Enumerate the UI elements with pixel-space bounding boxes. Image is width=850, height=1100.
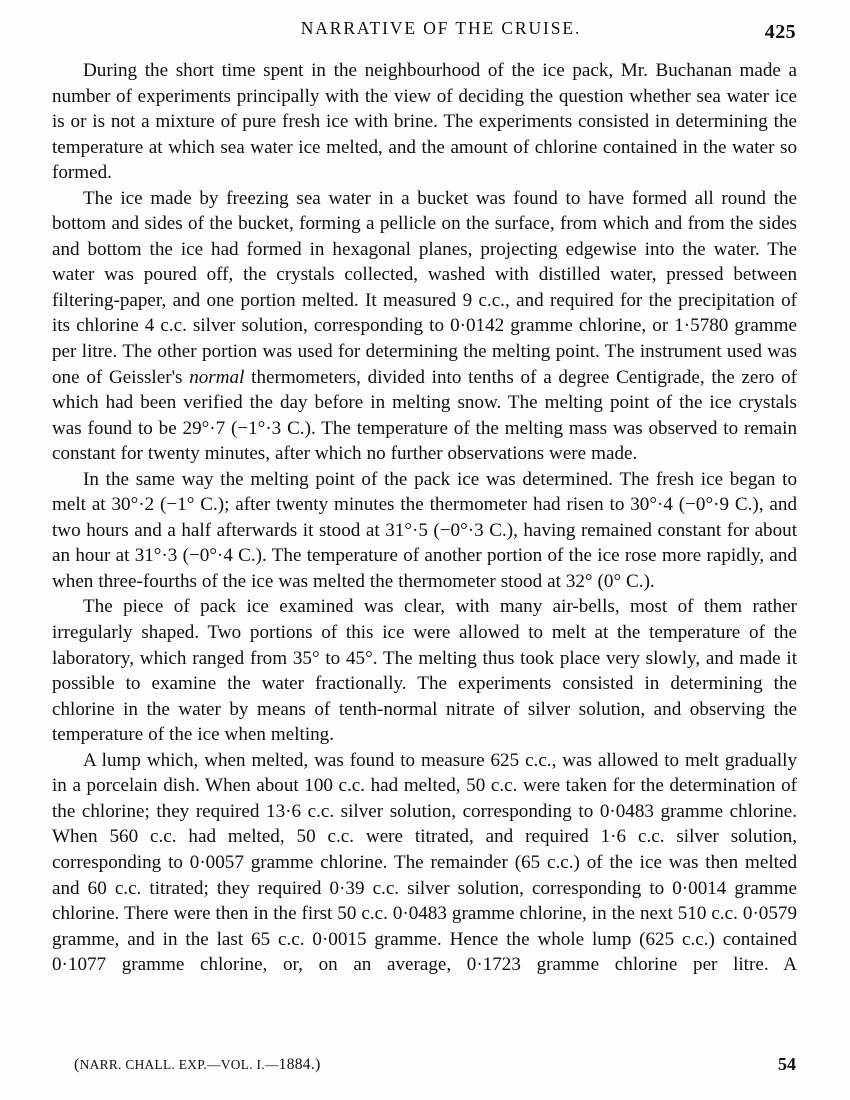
paragraph-2 [52, 186, 797, 467]
signature-mark: 54 [778, 1054, 796, 1074]
text-block [52, 58, 797, 978]
paragraph-5-text: A lump which, when melted, was found to measure 625 c.c., was allowed to melt gradually in a porcelain dish. When about 100 c.c. had melted, 50 c.c. were taken for the determination of the chlorine; they required 13·6 c.c. silver solution, corresponding to 0·0483 gramme chlorine. When 560 c.c. had melted, 50 c.c. were titrated, and required 1·6 c.c. silver solution, corresponding to 0·0057 gramme chlorine. The remainder (65 c.c.) of the ice was then melted and 60 c.c. titrated; they required 0·39 c.c. silver solution, corresponding to 0·0014 gramme chlorine. There were then in the first 50 c.c. 0·0483 gramme chlorine, in the next 510 c.c. 0·0579 gramme, and in the last 65 c.c. 0·0015 gramme. Hence the whole lump (625 c.c.) contained 0·1077 gramme chlorine, or, on an average, 0·1723 gramme chlorine per litre. A [52, 749, 797, 976]
paragraph-4 [52, 594, 797, 747]
imprint-line [74, 1056, 321, 1074]
page-footer [74, 1056, 796, 1080]
imprint-open-paren: ( [74, 1056, 80, 1073]
paragraph-3-text: In the same way the melting point of the pack ice was determined. The fresh ice began to melt at 30°·2 (−1° C.); after twenty minutes the thermometer had risen to 30°·4 (−0°·9 C.), and two hours and a half afterwards it stood at 31°·5 (−0°·3 C.), having remained constant for about an hour at 31°·3 (−0°·4 C.). The temperature of another portion of the ice rose more rapidly, and when three-fourths of the ice was melted the thermometer stood at 32° (0° C.). [52, 468, 797, 592]
emphasis-normal: normal [189, 366, 245, 388]
paragraph-4-text: The piece of pack ice examined was clear, with many air-bells, most of them rather irregularly shaped. Two portions of this ice were allowed to melt at the temperature of the laboratory, which ranged from 35° to 45°. The melting thus took place very slowly, and made it possible to examine the water fractionally. The experiments consisted in determining the chlorine in the water by means of tenth-normal nitrate of silver solution, and observing the temperature of the ice when melting. [52, 596, 797, 746]
paragraph-3 [52, 467, 797, 595]
imprint-close-paren: ) [315, 1056, 321, 1073]
paragraph-2-text-after: thermometers, divided into tenths of a degree Centigrade, the zero of which had been verified the day before in melting snow. The melting point of the ice crystals was found to be 29°·7 (−1°·3 C.). The temperature of the melting mass was observed to remain constant for twenty minutes, after which no further observations were made. [52, 366, 797, 465]
imprint-caps: NARR. CHALL. EXP.—VOL. I.— [79, 1057, 279, 1072]
page-number: 425 [764, 21, 796, 43]
running-head [52, 18, 796, 44]
imprint-year: 1884. [278, 1056, 316, 1073]
paragraph-1 [52, 58, 797, 186]
paragraph-5 [52, 748, 797, 978]
paragraph-1-text: During the short time spent in the neighbourhood of the ice pack, Mr. Buchanan made a number of experiments principally with the view of deciding the question whether sea water ice is or is not a mixture of pure fresh ice with brine. The experiments consisted in determining the temperature at which sea water ice melted, and the amount of chlorine contained in the water so formed. [52, 60, 797, 184]
running-head-title: NARRATIVE OF THE CRUISE. [300, 18, 582, 38]
paragraph-2-text-before: The ice made by freezing sea water in a bucket was found to have formed all round the bottom and sides of the bucket, forming a pellicle on the surface, from which and from the sides and bottom the ice had formed in hexagonal planes, projecting edgewise into the water. The water was poured off, the crystals collected, washed with distilled water, pressed between filtering-paper, and one portion melted. It measured 9 c.c., and required for the precipitation of its chlorine 4 c.c. silver solution, corresponding to 0·0142 gramme chlorine, or 1·5780 gramme per litre. The other portion was used for determining the melting point. The instrument used was one of Geissler's [52, 187, 797, 388]
